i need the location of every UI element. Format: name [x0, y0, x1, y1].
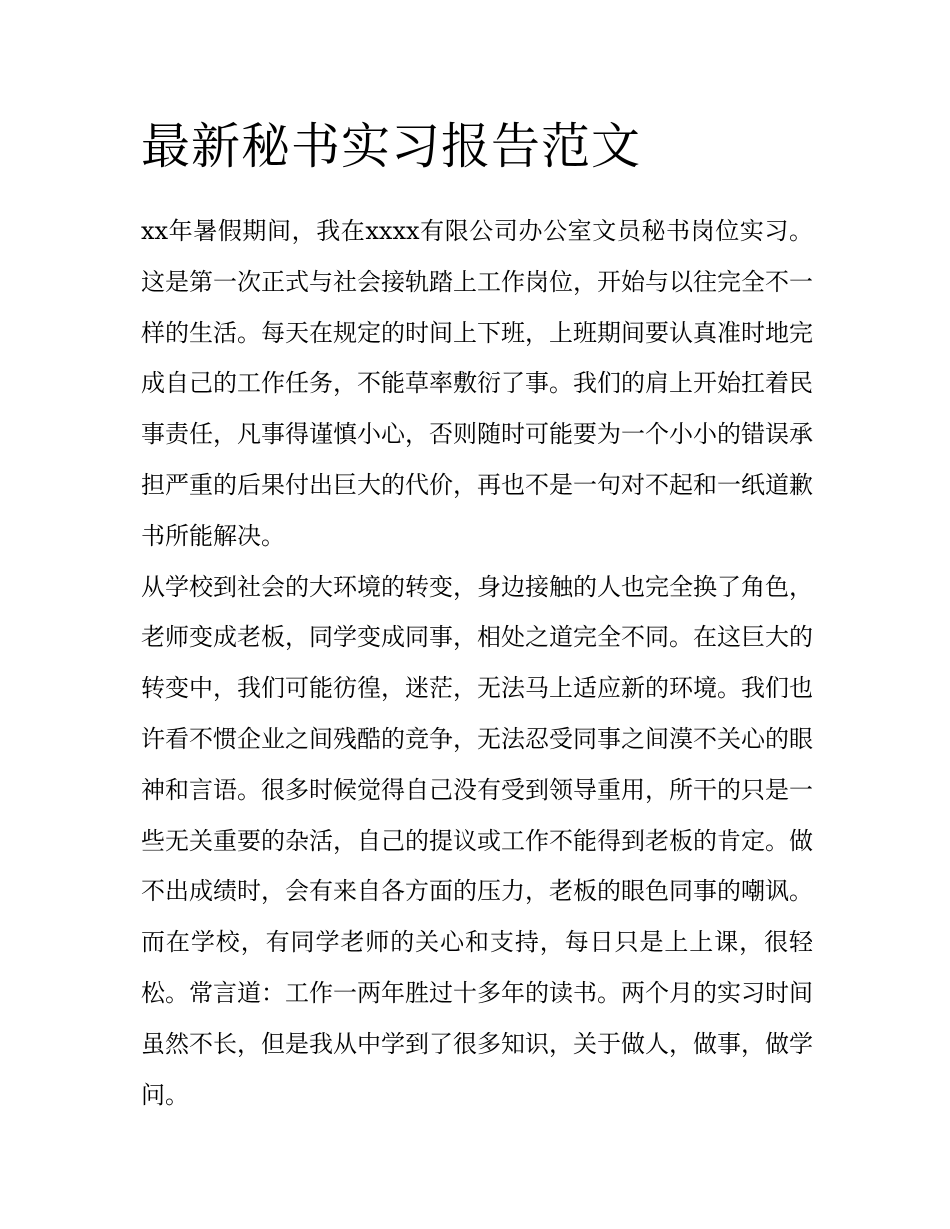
paragraph-1: xx年暑假期间，我在xxxx有限公司办公室文员秘书岗位实习。这是第一次正式与社会接轨踏上工作岗位，开始与以往完全不一样的生活。每天在规定的时间上下班，上班期间要认真准时地完成自己的工作任务，不能草率敷衍了事。我们的肩上开始扛着民事责任，凡事得谨慎小心，否则随时可能要为一个小小的错误承担严重的后果付出巨大的代价，再也不是一句对不起和一纸道歉书所能解决。 [141, 217, 813, 550]
paragraph-2: 从学校到社会的大环境的转变，身边接触的人也完全换了角色，老师变成老板，同学变成同事，相处之道完全不同。在这巨大的转变中，我们可能彷徨，迷茫，无法马上适应新的环境。我们也许看不惯企业之间残酷的竞争，无法忍受同事之间漠不关心的眼神和言语。很多时候觉得自己没有受到领导重用，所干的只是一些无关重要的杂活，自己的提议或工作不能得到老板的肯定。做不出成绩时，会有来自各方面的压力，老板的眼色同事的嘲讽。而在学校，有同学老师的关心和支持，每日只是上上课，很轻松。常言道：工作一两年胜过十多年的读书。两个月的实习时间虽然不长，但是我从中学到了很多知识，关于做人，做事，做学问。 [141, 572, 813, 1109]
document-page [141, 112, 813, 1120]
document-title: 最新秘书实习报告范文 [141, 118, 642, 175]
